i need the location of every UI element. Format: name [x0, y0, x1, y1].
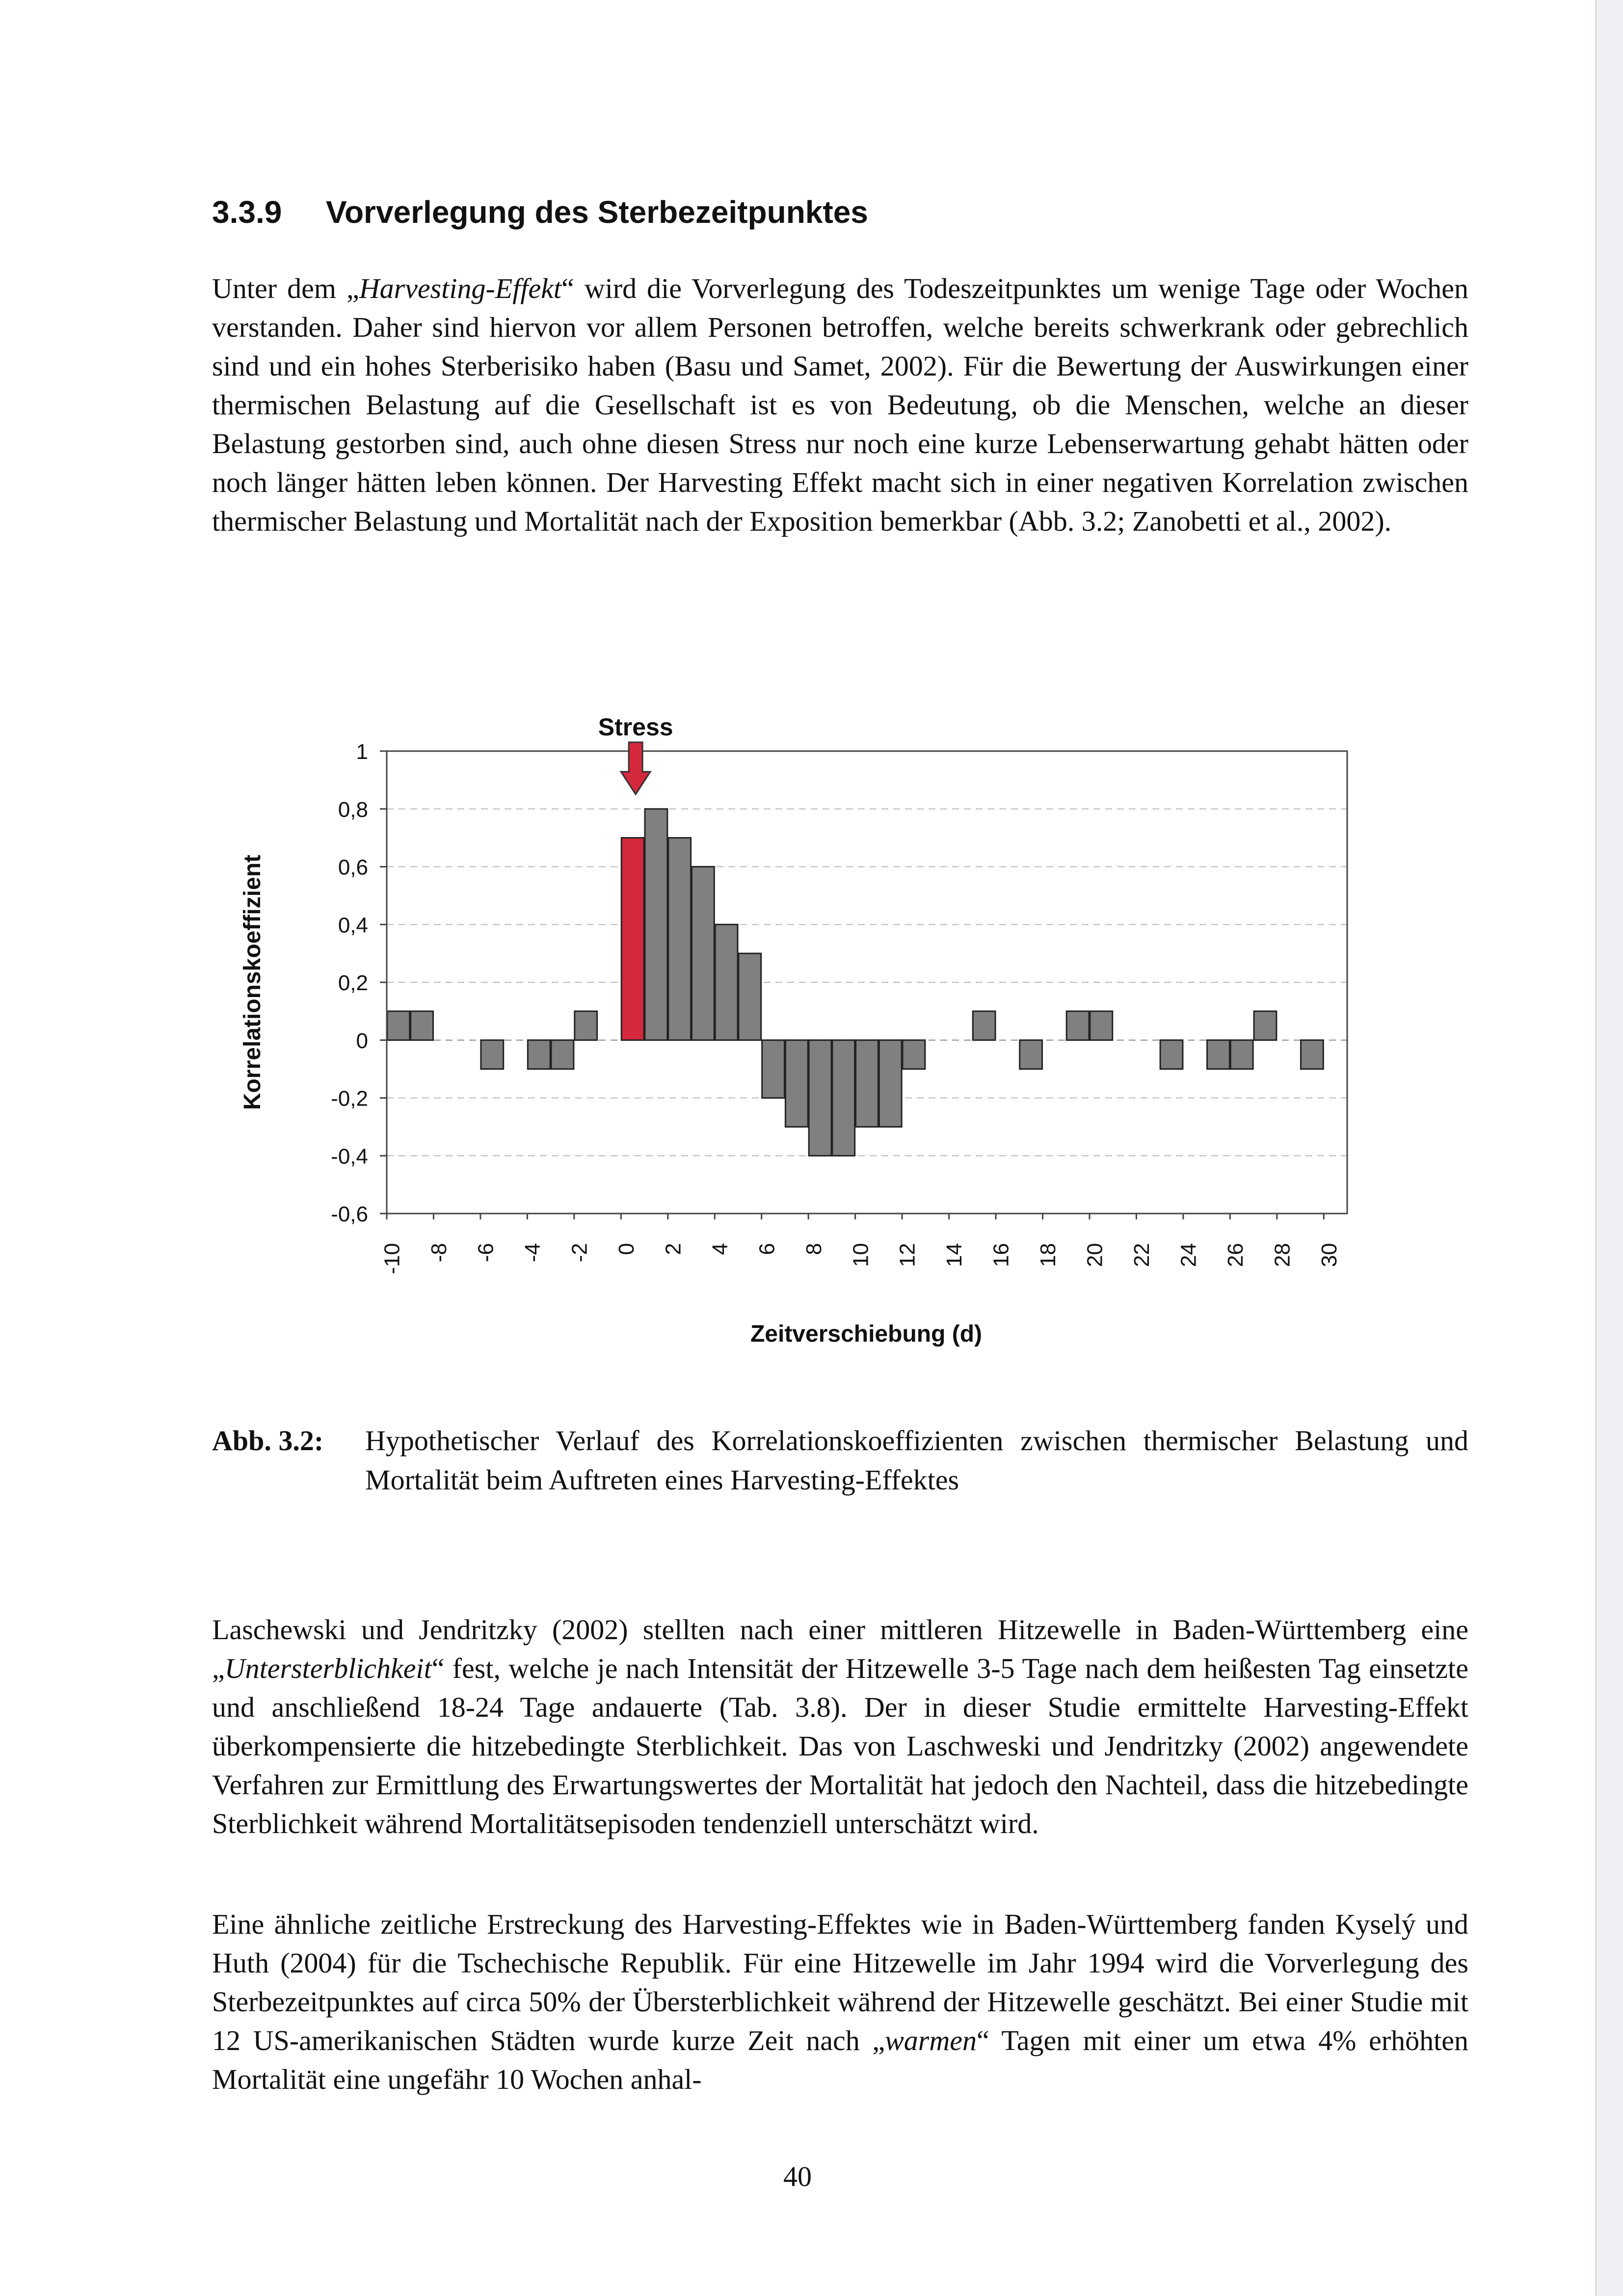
- bar: [1066, 1011, 1089, 1040]
- x-tick-label: -10: [380, 1243, 404, 1274]
- paragraph-3: [212, 1905, 1468, 2099]
- bar: [809, 1040, 831, 1156]
- x-axis-label: Zeitverschiebung (d): [750, 1321, 983, 1347]
- x-tick-label: 0: [614, 1243, 639, 1255]
- bar: [973, 1011, 995, 1040]
- paragraph-1-text: Unter dem „Harvesting-Effekt“ wird die Vorverlegung des Todeszeitpunktes um wenige Tage oder Wochen verstanden. Daher sind hiervon vor allem Personen betroffen, welche bereits schwerkrank oder gebrechlich sind und ein hohes Sterberisiko haben (Basu und Samet, 2002). Für die Bewertung der Auswirkungen einer thermischen Belastung auf die Gesellschaft ist es von Bedeutung, ob die Menschen, welche an dieser Belastung gestorben sind, auch ohne diesen Stress nur noch eine kurze Lebenserwartung gehabt hätten oder noch länger hätten leben können. Der Harvesting Effekt macht sich in einer negativen Korrelation zwischen thermischer Belastung und Mortalität nach der Exposition bemerkbar (Abb. 3.2; Zanobetti et al., 2002).: [212, 272, 1468, 537]
- emphasis: Harvesting-Effekt: [359, 272, 562, 304]
- x-tick-label: 12: [895, 1243, 920, 1267]
- caption-text: Hypothetischer Verlauf des Korrelationskoeffizienten zwischen thermischer Belastung und Mortalität beim Auftreten eines Harvesting-Effektes: [365, 1425, 1468, 1496]
- bar: [785, 1040, 808, 1127]
- figure-3-2: [0, 687, 1595, 1375]
- y-tick-label: -0,6: [331, 1202, 368, 1226]
- bar: [879, 1040, 902, 1127]
- y-tick-label: -0,4: [331, 1144, 368, 1169]
- correlation-bar-chart: [0, 687, 1595, 1375]
- x-tick-label: 26: [1223, 1243, 1248, 1267]
- x-tick-label: 20: [1083, 1243, 1107, 1267]
- x-tick-label: -2: [567, 1243, 592, 1263]
- x-tick-label: 14: [942, 1243, 967, 1267]
- paragraph-2: [212, 1610, 1468, 1843]
- bar: [903, 1040, 925, 1069]
- y-tick-label: 0: [356, 1028, 368, 1053]
- bar: [1301, 1040, 1323, 1069]
- x-tick-label: 10: [849, 1243, 873, 1267]
- bar: [832, 1040, 855, 1156]
- section-number: 3.3.9: [212, 194, 282, 230]
- y-tick-label: 0,6: [338, 855, 368, 880]
- bar: [645, 809, 667, 1040]
- y-tick-label: 0,2: [338, 971, 368, 995]
- x-tick-label: 24: [1176, 1243, 1201, 1267]
- x-tick-label: 28: [1270, 1243, 1295, 1267]
- section-title: Vorverlegung des Sterbezeitpunktes: [326, 194, 868, 230]
- x-tick-label: 6: [755, 1243, 779, 1255]
- y-axis-label: Korrelationskoeffizient: [239, 854, 266, 1110]
- stress-annotation: Stress: [598, 713, 673, 741]
- x-tick-label: 4: [708, 1243, 732, 1255]
- page-number: 40: [783, 2161, 812, 2192]
- x-tick-label: 18: [1036, 1243, 1061, 1267]
- x-tick-label: 22: [1130, 1243, 1154, 1267]
- bar: [411, 1011, 433, 1040]
- x-tick-label: 16: [989, 1243, 1013, 1267]
- bar: [528, 1040, 550, 1069]
- y-tick-label: 1: [356, 740, 368, 764]
- bar: [1020, 1040, 1042, 1069]
- y-tick-label: 0,4: [338, 913, 368, 938]
- paragraph-3-text: Eine ähnliche zeitliche Erstreckung des Harvesting-Effektes wie in Baden-Württemberg fanden Kyselý und Huth (2004) für die Tschechische Republik. Für eine Hitzewelle im Jahr 1994 wird die Vorverlegung des Sterbezeitpunktes auf circa 50% der Übersterblichkeit während der Hitzewelle geschätzt. Bei einer Studie mit 12 US-amerikanischen Städten wurde kurze Zeit nach „warmen“ Tagen mit einer um etwa 4% erhöhten Mortalität eine ungefähr 10 Wochen anhal-: [212, 1908, 1469, 2095]
- bar: [668, 838, 691, 1040]
- bar: [575, 1011, 597, 1040]
- bar: [387, 1011, 410, 1040]
- bar: [551, 1040, 574, 1069]
- paragraph-2-text: Laschewski und Jendritzky (2002) stellten nach einer mittleren Hitzewelle in Baden-Württemberg eine „Untersterblichkeit“ fest, welche je nach Intensität der Hitzewelle 3-5 Tage nach dem heißesten Tag einsetzte und anschließend 18-24 Tage andauerte (Tab. 3.8). Der in dieser Studie ermittelte Harvesting-Effekt überkompensierte die hitzebedingte Sterblichkeit. Das von Laschweski und Jendritzky (2002) angewendete Verfahren zur Ermittlung des Erwartungswertes der Mortalität hat jedoch den Nachteil, dass die hitzebedingte Sterblichkeit während Mortalitätsepisoden tendenziell unterschätzt wird.: [212, 1614, 1468, 1839]
- bar: [739, 953, 761, 1040]
- x-tick-label: -8: [427, 1243, 452, 1263]
- emphasis: Untersterblichkeit: [224, 1652, 432, 1684]
- bar: [1160, 1040, 1183, 1069]
- paragraph-1: [212, 269, 1468, 540]
- caption-label: Abb. 3.2:: [212, 1425, 324, 1457]
- x-tick-label: 8: [801, 1243, 826, 1255]
- section-heading: [212, 194, 868, 230]
- bar: [692, 867, 714, 1040]
- x-tick-label: -4: [521, 1243, 545, 1263]
- bar: [481, 1040, 504, 1069]
- x-tick-label: -6: [474, 1243, 498, 1263]
- bar-highlight: [621, 838, 644, 1040]
- y-tick-label: 0,8: [338, 797, 368, 822]
- bar: [762, 1040, 785, 1098]
- bar: [1254, 1011, 1277, 1040]
- y-tick-label: -0,2: [331, 1086, 368, 1111]
- bar: [1090, 1011, 1113, 1040]
- emphasis: warmen: [885, 2025, 977, 2056]
- stress-arrow: [621, 742, 650, 794]
- bar: [856, 1040, 878, 1127]
- x-tick-label: 30: [1317, 1243, 1341, 1267]
- bar: [715, 924, 738, 1040]
- bar: [1207, 1040, 1230, 1069]
- figure-caption: [212, 1421, 1468, 1500]
- bar: [1230, 1040, 1253, 1069]
- x-tick-label: 2: [661, 1243, 686, 1255]
